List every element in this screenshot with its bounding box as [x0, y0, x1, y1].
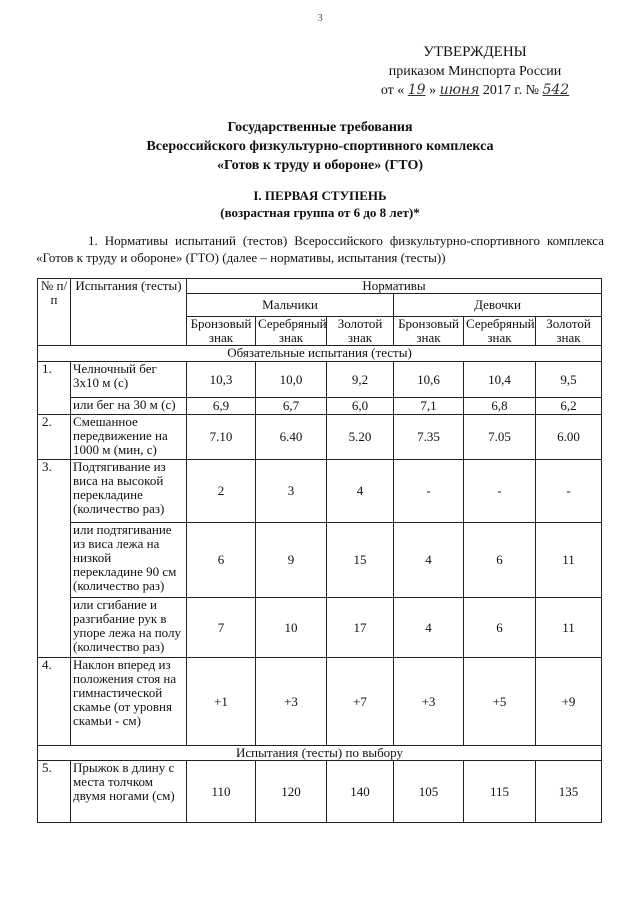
norm-value: 120	[256, 761, 327, 823]
norm-value: 9,5	[536, 362, 602, 398]
doc-title-1: Государственные требования	[227, 120, 413, 135]
norm-value: 6.00	[536, 415, 602, 460]
page-number: 3	[317, 12, 323, 24]
header-badge: Золотой знак	[536, 317, 602, 346]
date-mid: »	[429, 83, 437, 98]
norm-value: 6,0	[327, 398, 394, 415]
doc-title-3: «Готов к труду и обороне» (ГТО)	[216, 158, 424, 173]
norm-value: 6,7	[256, 398, 327, 415]
norm-value: 3	[256, 460, 327, 523]
test-name: Смешанное передвижение на 1000 м (мин, с)	[71, 415, 187, 460]
test-name: или сгибание и разгибание рук в упоре лежа на полу (количество раз)	[71, 598, 187, 658]
table-row	[38, 460, 602, 523]
norm-value: 6	[464, 523, 536, 598]
test-name: или подтягивание из виса лежа на низкой перекладине 90 см (количество раз)	[71, 523, 187, 598]
norm-value: -	[536, 460, 602, 523]
header-badge: Бронзовый знак	[187, 317, 256, 346]
section-required: Обязательные испытания (тесты)	[38, 346, 602, 362]
table-row	[38, 658, 602, 746]
header-norms: Нормативы	[187, 279, 602, 294]
test-name: или бег на 30 м (с)	[71, 398, 187, 415]
norm-value: 4	[394, 598, 464, 658]
norm-value: +3	[394, 658, 464, 746]
norm-value: 7	[187, 598, 256, 658]
norm-value: 6,9	[187, 398, 256, 415]
norm-value: +5	[464, 658, 536, 746]
date-year: 2017 г. №	[482, 83, 539, 98]
norm-value: 6,2	[536, 398, 602, 415]
test-name: Подтягивание из виса на высокой перекладине (количество раз)	[71, 460, 187, 523]
norm-value: +3	[256, 658, 327, 746]
norm-value: +1	[187, 658, 256, 746]
table-row	[38, 415, 602, 460]
header-tests: Испытания (тесты)	[71, 279, 187, 346]
table-row	[38, 761, 602, 823]
norm-value: -	[464, 460, 536, 523]
header-badge: Золотой знак	[327, 317, 394, 346]
row-number: 3.	[38, 460, 71, 658]
row-number: 5.	[38, 761, 71, 823]
header-girls: Девочки	[394, 294, 602, 317]
test-name: Челночный бег 3х10 м (с)	[71, 362, 187, 398]
norm-value: +7	[327, 658, 394, 746]
norm-value: 7.35	[394, 415, 464, 460]
header-badge: Серебряный знак	[464, 317, 536, 346]
norm-value: 4	[327, 460, 394, 523]
norm-value: 6,8	[464, 398, 536, 415]
norm-value: 9	[256, 523, 327, 598]
norm-value: 10	[256, 598, 327, 658]
handwritten-day: 19	[407, 82, 426, 98]
test-name: Наклон вперед из положения стоя на гимнастической скамье (от уровня скамьи - см)	[71, 658, 187, 746]
norm-value: 17	[327, 598, 394, 658]
norm-value: 11	[536, 598, 602, 658]
norm-value: 6.40	[256, 415, 327, 460]
handwritten-month: июня	[439, 82, 480, 98]
intro-paragraph: 1. Нормативы испытаний (тестов) Всероссийского физкультурно-спортивного комплекса «Готов к труду и обороне» (ГТО) (далее – нормативы, испытания (тесты))	[36, 233, 604, 265]
norm-value: 6	[464, 598, 536, 658]
norm-value: 15	[327, 523, 394, 598]
header-badge: Бронзовый знак	[394, 317, 464, 346]
norm-value: -	[394, 460, 464, 523]
norm-value: 7,1	[394, 398, 464, 415]
norm-value: 4	[394, 523, 464, 598]
table-row	[38, 598, 602, 658]
norm-value: 9,2	[327, 362, 394, 398]
header-num: № п/п	[38, 279, 71, 346]
section-subheading: (возрастная группа от 6 до 8 лет)*	[220, 205, 420, 220]
header-boys: Мальчики	[187, 294, 394, 317]
row-number: 4.	[38, 658, 71, 746]
norm-value: 7.05	[464, 415, 536, 460]
handwritten-number: 542	[542, 82, 570, 98]
approval-date	[340, 82, 610, 99]
section-heading: I. ПЕРВАЯ СТУПЕНЬ	[253, 188, 387, 203]
header-badge: Серебряный знак	[256, 317, 327, 346]
row-number: 2.	[38, 415, 71, 460]
norm-value: 10,6	[394, 362, 464, 398]
norm-value: +9	[536, 658, 602, 746]
norm-value: 6	[187, 523, 256, 598]
norm-value: 10,4	[464, 362, 536, 398]
approval-title: УТВЕРЖДЕНЫ	[423, 44, 527, 60]
doc-title-2: Всероссийского физкультурно-спортивного комплекса	[146, 139, 494, 154]
norm-value: 140	[327, 761, 394, 823]
section-optional: Испытания (тесты) по выбору	[38, 746, 602, 761]
approval-order: приказом Минспорта России	[388, 64, 562, 79]
norm-value: 10,3	[187, 362, 256, 398]
norms-table	[37, 278, 602, 823]
norm-value: 5.20	[327, 415, 394, 460]
norm-value: 2	[187, 460, 256, 523]
table-row	[38, 398, 602, 415]
table-row	[38, 523, 602, 598]
norm-value: 110	[187, 761, 256, 823]
table-row	[38, 362, 602, 398]
norm-value: 11	[536, 523, 602, 598]
date-prefix: от «	[380, 83, 405, 98]
test-name: Прыжок в длину с места толчком двумя ногами (см)	[71, 761, 187, 823]
norm-value: 135	[536, 761, 602, 823]
norm-value: 10,0	[256, 362, 327, 398]
norm-value: 7.10	[187, 415, 256, 460]
row-number: 1.	[38, 362, 71, 415]
norm-value: 115	[464, 761, 536, 823]
norm-value: 105	[394, 761, 464, 823]
